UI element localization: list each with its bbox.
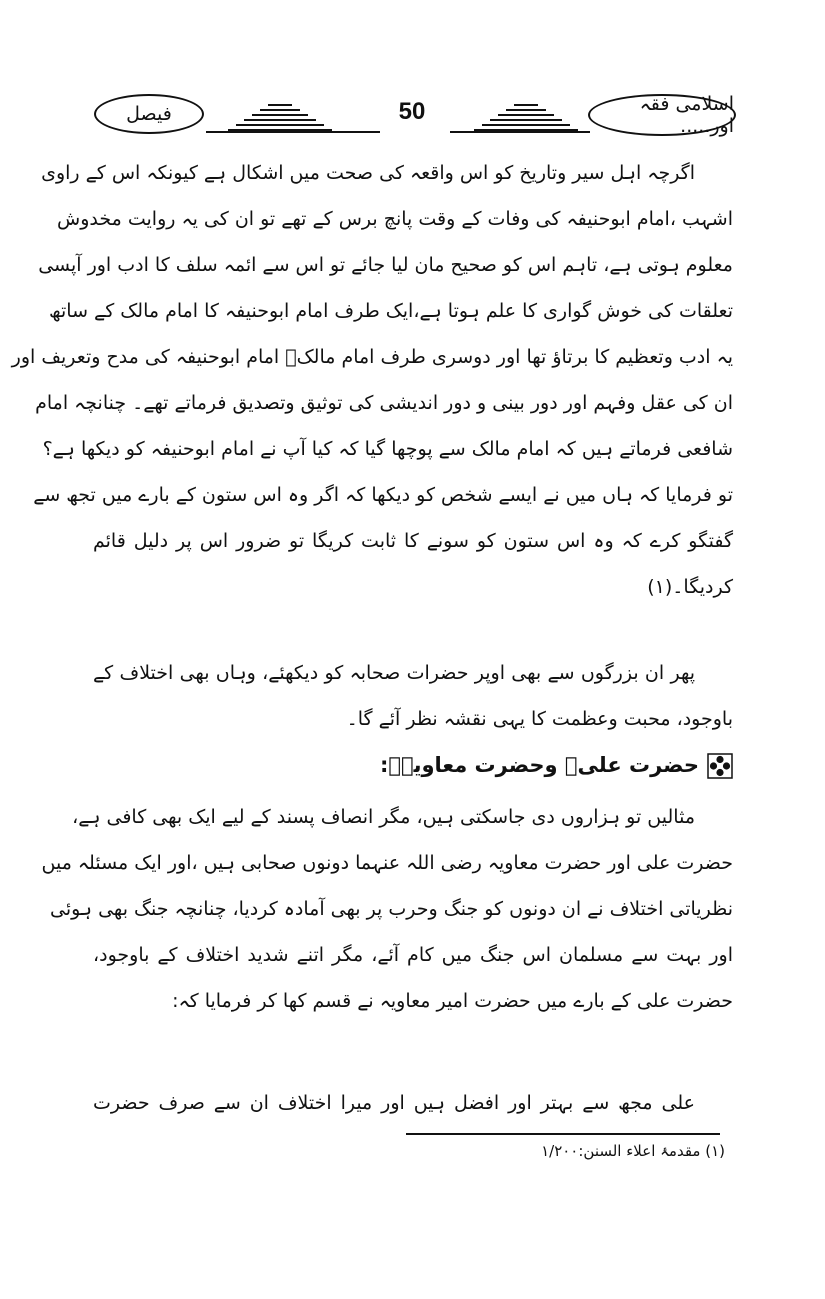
book-title-oval — [588, 94, 736, 136]
text-line: شافعی فرماتے ہیں کہ امام مالک سے پوچھا گیا کہ کیا آپ نے امام ابوحنیفہ کو دیکھا ہے؟ — [42, 438, 733, 460]
page-number: 50 — [398, 98, 426, 125]
paragraph-2 — [93, 650, 733, 742]
text-line: حضرت علی کے بارے میں حضرت امیر معاویہ نے قسم کھا کر فرمایا کہ: — [172, 990, 733, 1012]
flower-ornament-icon — [707, 753, 733, 779]
chapter-label-oval — [94, 94, 204, 134]
text-line: تعلقات کی خوش گواری کا علم ہوتا ہے،ایک طرف امام ابوحنیفہ کا امام مالک کے ساتھ — [49, 300, 733, 322]
text-line: یہ ادب وتعظیم کا برتاؤ تھا اور دوسری طرف امام مالکؒ امام ابوحنیفہ کی مدح وتعریف اور — [11, 346, 733, 368]
paragraph-3 — [41, 794, 733, 1024]
text-line: ان کی عقل وفہم اور دور بینی و دور اندیشی کی توثیق وتصدیق فرماتے تھے۔ چنانچہ امام — [35, 392, 733, 414]
text-line: تو فرمایا کہ ہاں میں نے ایسے شخص کو دیکھا کہ اگر وہ اس ستون کے بارے میں تجھ سے — [33, 484, 733, 506]
footnote-rule — [406, 1133, 720, 1135]
footnote: (۱) مقدمۂ اعلاء السنن:۱/۲۰۰ — [541, 1142, 725, 1160]
text-line: اور بہت سے مسلمان اس جنگ میں کام آئے، مگر اتنے شدید اختلاف کے باوجود، — [93, 944, 733, 966]
text-line: کردیگا۔(۱) — [647, 576, 733, 598]
text-line: گفتگو کرے کہ وہ اس ستون کو سونے کا ثابت کریگا تو ضرور اس پر دلیل قائم — [93, 530, 733, 552]
text-line: باوجود، محبت وعظمت کا یہی نقشہ نظر آئے گا۔ — [346, 708, 733, 730]
text-line: پھر ان بزرگوں سے بھی اوپر حضرات صحابہ کو دیکھئے، وہاں بھی اختلاف کے — [93, 662, 695, 684]
section-heading-text: حضرت علیؓ وحضرت معاویہؓ: — [379, 753, 699, 777]
chapter-label: فیصل — [126, 103, 172, 125]
text-line: مثالیں تو ہزاروں دی جاسکتی ہیں، مگر انصاف پسند کے لیے ایک بھی کافی ہے، — [72, 806, 695, 828]
header-ornament-left — [224, 104, 336, 134]
text-line: اگرچہ اہل سیر وتاریخ کو اس واقعہ کی صحت میں اشکال ہے کیونکہ اس کے راوی — [41, 162, 695, 184]
text-line: اشہب ،امام ابوحنیفہ کی وفات کے وقت پانچ برس کے تھے تو ان کی یہ روایت مخدوش — [57, 208, 733, 230]
quote — [93, 1080, 733, 1126]
paragraph-1 — [11, 150, 733, 610]
quote-line: علی مجھ سے بہتر اور افضل ہیں اور میرا اختلاف ان سے صرف حضرت — [93, 1092, 695, 1114]
section-heading — [93, 742, 733, 788]
text-line: حضرت علی اور حضرت معاویہ رضی اللہ عنہما دونوں صحابی ہیں ،اور ایک مسئلہ میں — [41, 852, 733, 874]
text-line: نظریاتی اختلاف نے ان دونوں کو جنگ وحرب پر بھی آمادہ کردیا، چنانچہ جنگ بھی ہوئی — [49, 898, 733, 920]
header-ornament-right — [470, 104, 582, 134]
text-line: معلوم ہوتی ہے، تاہم اس کو صحیح مان لیا جائے تو اس سے ائمہ سلف کا ادب اور آپسی — [38, 254, 733, 276]
book-title: اسلامی فقہ اور..... — [639, 93, 734, 137]
